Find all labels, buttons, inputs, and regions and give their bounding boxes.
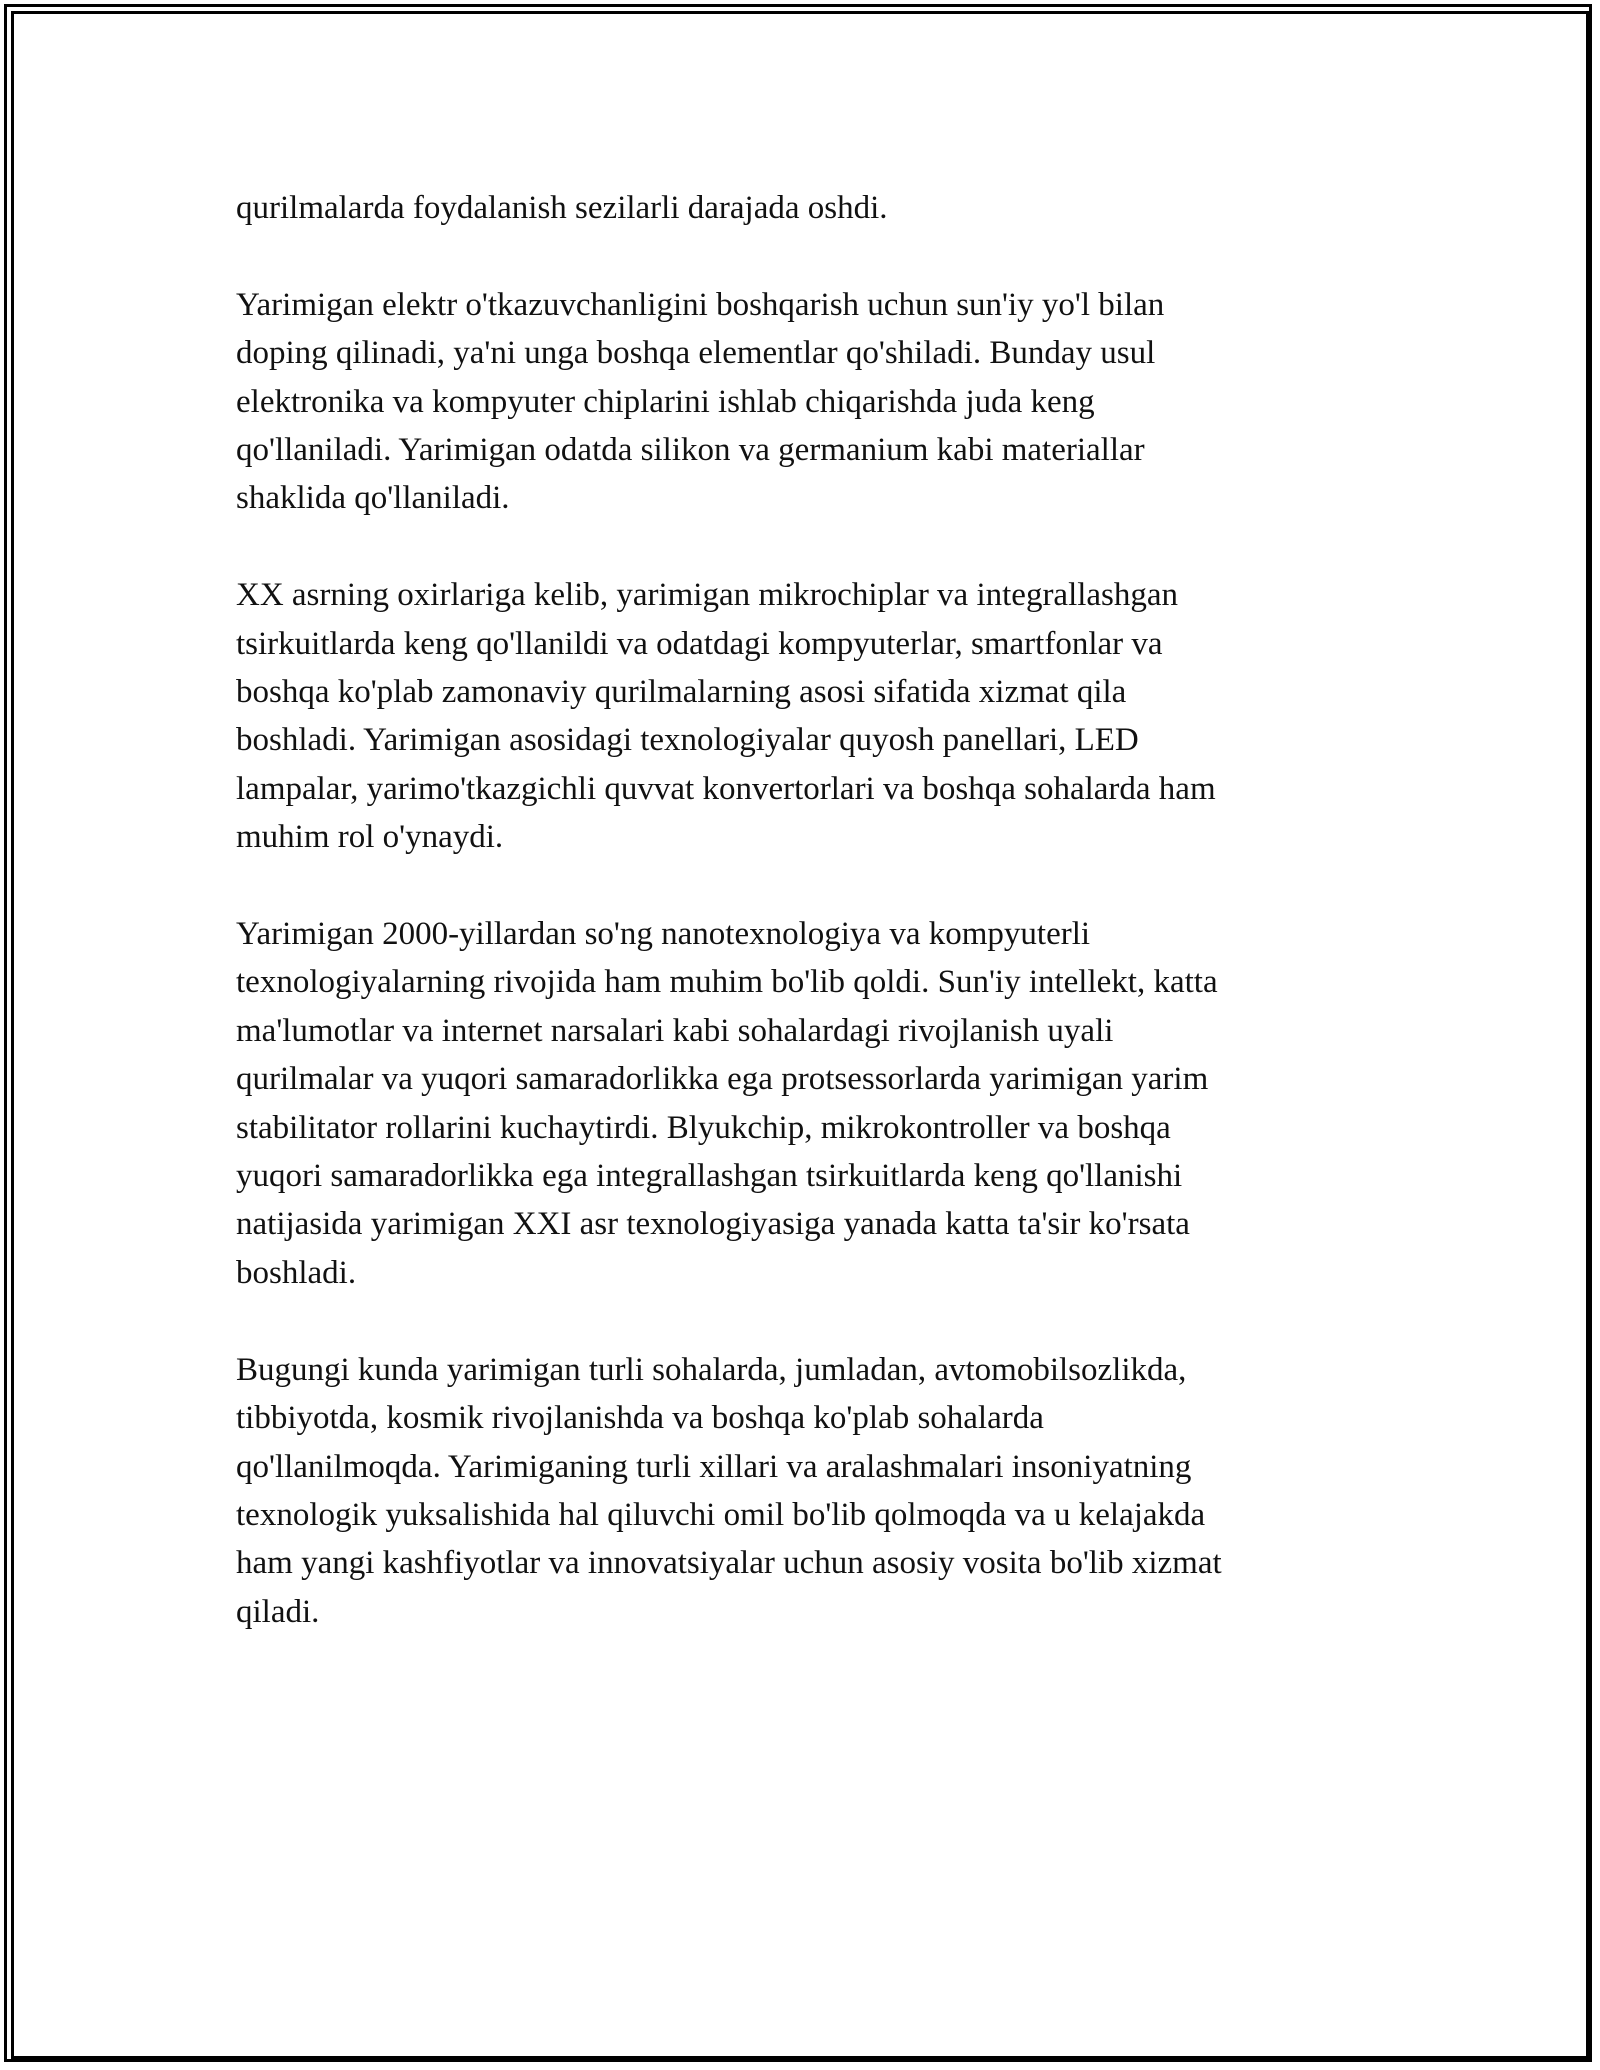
- paragraph-line: qurilmalarda foydalanish sezilarli darajada oshdi.: [236, 190, 888, 226]
- paragraph-line: tibbiyotda, kosmik rivojlanishda va boshqa ko'plab sohalarda: [236, 1400, 1044, 1437]
- paragraph-line: ham yangi kashfiyotlar va innovatsiyalar uchun asosiy vosita bo'lib xizmat: [236, 1545, 1222, 1582]
- paragraph-3: [236, 571, 1366, 861]
- paragraph-line: boshqa ko'plab zamonaviy qurilmalarning asosi sifatida xizmat qila: [236, 674, 1127, 711]
- paragraph-line: boshladi.: [236, 1254, 357, 1291]
- paragraph-line: qo'llaniladi. Yarimigan odatda silikon va germanium kabi materiallar: [236, 432, 1145, 469]
- paragraph-4: [236, 910, 1366, 1297]
- paragraph-line: boshladi. Yarimigan asosidagi texnologiyalar quyosh panellari, LED: [236, 722, 1139, 759]
- paragraph-line: ma'lumotlar va internet narsalari kabi sohalardagi rivojlanish uyali: [236, 1012, 1114, 1049]
- paragraph-line: lampalar, yarimo'tkazgichli quvvat konvertorlari va boshqa sohalarda ham: [236, 770, 1216, 807]
- paragraph-line: qurilmalar va yuqori samaradorlikka ega protsessorlarda yarimigan yarim: [236, 1061, 1209, 1098]
- paragraph-5: [236, 1346, 1366, 1636]
- paragraph-line: texnologiyalarning rivojida ham muhim bo'lib qoldi. Sun'iy intellekt, katta: [236, 964, 1218, 1001]
- paragraph-line: muhim rol o'ynaydi.: [236, 819, 504, 856]
- paragraph-line: natijasida yarimigan XXI asr texnologiyasiga yanada katta ta'sir ko'rsata: [236, 1206, 1190, 1243]
- paragraph-line: tsirkuitlarda keng qo'llanildi va odatdagi kompyuterlar, smartfonlar va: [236, 625, 1163, 662]
- document-body: [236, 184, 1366, 1685]
- paragraph-line: stabilitator rollarini kuchaytirdi. Blyukchip, mikrokontroller va boshqa: [236, 1109, 1171, 1146]
- paragraph-line: qo'llanilmoqda. Yarimiganing turli xillari va aralashmalari insoniyatning: [236, 1448, 1192, 1485]
- paragraph-line: doping qilinadi, ya'ni unga boshqa elementlar qo'shiladi. Bunday usul: [236, 335, 1156, 372]
- paragraph-line: Bugungi kunda yarimigan turli sohalarda, jumladan, avtomobilsozlikda,: [236, 1351, 1187, 1388]
- paragraph-1: [236, 184, 1366, 232]
- paragraph-line: shaklida qo'llaniladi.: [236, 480, 510, 517]
- paragraph-2: [236, 281, 1366, 523]
- paragraph-line: Yarimigan elektr o'tkazuvchanligini boshqarish uchun sun'iy yo'l bilan: [236, 286, 1165, 323]
- paragraph-line: qiladi.: [236, 1593, 320, 1630]
- paragraph-line: XX asrning oxirlariga kelib, yarimigan mikrochiplar va integrallashgan: [236, 577, 1179, 614]
- paragraph-line: yuqori samaradorlikka ega integrallashgan tsirkuitlarda keng qo'llanishi: [236, 1158, 1183, 1195]
- paragraph-line: Yarimigan 2000-yillardan so'ng nanotexnologiya va kompyuterli: [236, 916, 1091, 953]
- paragraph-line: elektronika va kompyuter chiplarini ishlab chiqarishda juda keng: [236, 383, 1095, 420]
- paragraph-line: texnologik yuksalishida hal qiluvchi omil bo'lib qolmoqda va u kelajakda: [236, 1496, 1206, 1533]
